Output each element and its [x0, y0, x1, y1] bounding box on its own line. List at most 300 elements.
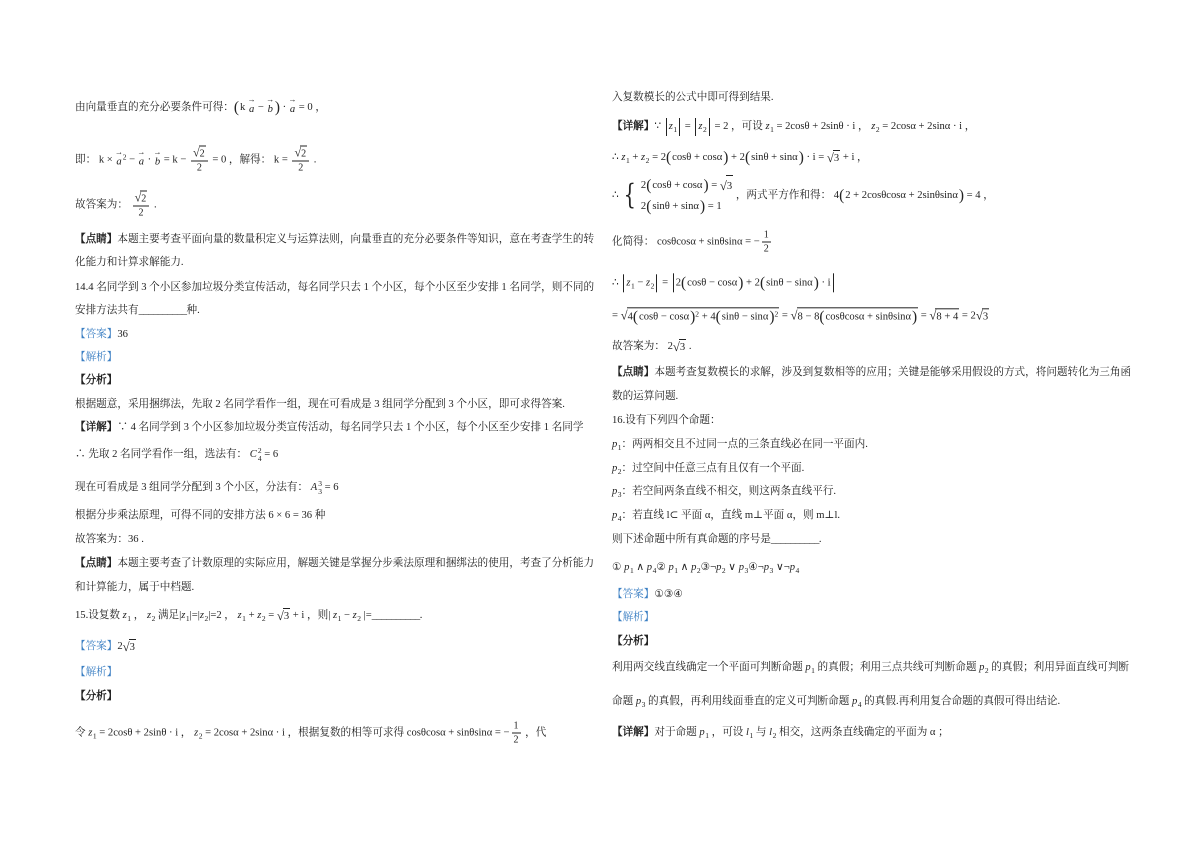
- subscript: 1: [673, 125, 678, 134]
- text-run: .: [686, 341, 692, 352]
- variable-letter: p: [805, 662, 811, 673]
- text-run: 本题考查复数模长的求解，涉及到复数相等的应用；关键是能够采用假设的方式，将问题转化为三角函: [654, 367, 1132, 378]
- subscripted-variable: [88, 726, 96, 740]
- text-run: ∧: [678, 562, 692, 573]
- answer-blank: __________: [770, 534, 819, 545]
- text-run: ∴: [612, 152, 622, 163]
- text-run: 相交，这两条直线确定的平面为 α ；: [776, 727, 949, 738]
- subscript: 1: [674, 566, 679, 575]
- text-run: 安排方法共有: [75, 305, 139, 316]
- text-line: [75, 421, 584, 435]
- text-line: [612, 273, 836, 292]
- variable-letter: p: [612, 510, 618, 521]
- text-run: 对于命题: [654, 727, 700, 738]
- text-run: ：过空间中任意三点有且仅有一个平面.: [621, 463, 805, 474]
- text-run: 36: [117, 329, 128, 340]
- parenthesized-group: [681, 275, 743, 290]
- left-column: [75, 0, 597, 848]
- text-run: 的真假；利用三点共线可判断命题: [814, 662, 980, 673]
- text-run: 则下述命题中所有真命题的序号是: [612, 534, 771, 545]
- text-run: ·: [279, 102, 289, 113]
- text-run: 故答案为： 2: [612, 341, 673, 352]
- text-run: =: [779, 310, 791, 321]
- vector-symbol: [267, 99, 274, 117]
- section-label: 【解析】: [75, 667, 118, 678]
- subscript: 2: [617, 467, 622, 476]
- text-run: + i ，: [840, 152, 868, 163]
- variable-letter: p: [716, 562, 722, 573]
- radicand: [300, 146, 307, 161]
- subscripted-variable: [716, 561, 726, 575]
- subscripted-variable: [612, 485, 622, 499]
- subscript: 3: [617, 490, 622, 499]
- text-line: [612, 366, 1131, 380]
- text-run: 由向量垂直的充分必要条件可得：: [75, 102, 234, 113]
- parenthesized-group: [646, 176, 708, 196]
- radical: [621, 307, 780, 324]
- text-line: [612, 561, 799, 575]
- text-run: 2: [138, 207, 144, 219]
- subscript: 1: [617, 443, 622, 452]
- subscript: 1: [629, 566, 634, 575]
- text-run: 化能力和计算求解能力.: [75, 257, 184, 268]
- text-run: + 2: [743, 277, 760, 288]
- variable-letter: p: [789, 562, 795, 573]
- text-run: 现在可看成是 3 组同学分配到 3 个小区，分法有：: [75, 482, 311, 493]
- vector-letter: → a: [289, 103, 296, 117]
- text-run: 种.: [186, 305, 200, 316]
- text-run: ∴: [612, 277, 622, 288]
- text-run: + 2: [728, 152, 745, 163]
- parenthesized-group: [716, 309, 775, 324]
- text-run: |=: [361, 610, 372, 621]
- subscripted-variable: [257, 609, 265, 623]
- parenthesized-group: [819, 309, 917, 324]
- vector-symbol: [115, 151, 126, 169]
- subscript: 1: [626, 156, 630, 165]
- text-run: ①③④: [654, 589, 683, 600]
- absolute-value: [623, 274, 657, 292]
- text-run: √ 3: [726, 181, 733, 192]
- absolute-value: [666, 118, 680, 136]
- parenthesized-group: [646, 197, 705, 217]
- text-run: ( cosθcosα + sinθsinα: [825, 311, 912, 322]
- variable-letter: p: [691, 562, 697, 573]
- radical: [135, 191, 148, 206]
- text-run: 满足|: [155, 610, 182, 621]
- subscripted-variable: [626, 276, 634, 290]
- radicand: [797, 307, 919, 324]
- subscripted-variable: [668, 561, 678, 575]
- subscripted-variable: [612, 438, 622, 452]
- text-run: ∵: [654, 121, 664, 132]
- text-run: 故答案为：: [75, 199, 131, 210]
- text-run: ∧: [633, 562, 647, 573]
- text-line: [612, 339, 692, 355]
- variable-letter: p: [763, 562, 770, 573]
- subscript: 2: [204, 614, 209, 623]
- text-run: =: [708, 180, 720, 191]
- variable-letter: z: [646, 277, 651, 288]
- text-run: ∵ 4 名同学到 3 个小区参加垃圾分类宣传活动，每名同学只去 1 个小区，每个小区至少安排 1 名同学: [117, 422, 584, 433]
- subscripted-variable: [353, 609, 361, 623]
- vector-letter: → b: [267, 103, 274, 117]
- text-run: 根据分步乘法原理，可得不同的安排方法 6 × 6 = 36 种: [75, 510, 326, 521]
- text-line: [75, 233, 594, 247]
- section-label: 【详解】: [75, 422, 118, 433]
- text-run: √ 3: [982, 311, 989, 322]
- text-line: [612, 118, 975, 136]
- parenthesized-group: [745, 150, 804, 165]
- text-line: [75, 608, 422, 624]
- absolute-value: [673, 273, 834, 292]
- vector-symbol: [138, 151, 145, 169]
- subscript: 4: [257, 454, 262, 463]
- subscript: 1: [631, 281, 635, 290]
- radical: [277, 608, 290, 624]
- text-line: [75, 304, 200, 318]
- subscripted-variable: [765, 120, 773, 134]
- text-run: · i =: [803, 152, 827, 163]
- text-line: [612, 726, 949, 740]
- variable-letter: p: [851, 696, 858, 707]
- text-run: √ 3: [283, 611, 290, 622]
- text-run: ∨¬: [773, 562, 790, 573]
- text-run: √ 3: [679, 342, 686, 353]
- superscript: 2: [257, 446, 262, 455]
- variable-letter: z: [88, 727, 93, 738]
- subscript: 2: [198, 731, 203, 740]
- section-label: 【解析】: [75, 352, 118, 363]
- vector-letter: → a: [115, 155, 122, 169]
- text-run: −: [341, 610, 353, 621]
- text-run: 数的运算问题.: [612, 391, 679, 402]
- subscripted-variable: [612, 509, 622, 523]
- subscript: 2: [721, 566, 726, 575]
- text-run: ，可设: [708, 727, 747, 738]
- text-run: ( cosθ + cosα: [652, 180, 703, 191]
- variable-letter: p: [612, 463, 618, 474]
- equation-row: [641, 197, 733, 217]
- text-run: +: [245, 610, 258, 621]
- text-line: [75, 351, 117, 365]
- text-run: +: [629, 152, 642, 163]
- equation-row: [641, 175, 733, 197]
- superscript: 2: [774, 309, 779, 319]
- equation-system: [621, 175, 733, 217]
- text-line: [75, 720, 546, 747]
- text-run: = k −: [161, 154, 189, 165]
- text-run: √ 2: [199, 148, 205, 160]
- radical: [929, 308, 959, 324]
- text-line: [612, 635, 654, 649]
- text-run: .: [311, 154, 317, 165]
- text-run: =: [659, 277, 671, 288]
- text-line: [612, 695, 1060, 709]
- fraction-numerator: [762, 229, 771, 243]
- text-run: = 2cosα + 2sinα · i ，根据复数的相等可求得 cosθcosα + sinθsinα = −: [202, 727, 510, 738]
- text-run: 利用两交线直线确定一个平面可判断命题: [612, 662, 806, 673]
- subscript: 2: [650, 281, 655, 290]
- variable-letter: p: [699, 727, 705, 738]
- variable-letter: A: [310, 482, 318, 493]
- radicand: [627, 307, 780, 324]
- variable-letter: p: [635, 696, 642, 707]
- text-run: ( k: [240, 102, 248, 113]
- text-line: [612, 462, 804, 476]
- radical: [976, 308, 989, 324]
- text-line: [75, 533, 144, 547]
- text-run: ：两两相交且不过同一点的三条直线必在同一平面内.: [621, 439, 868, 450]
- section-label: 【答案】: [75, 641, 118, 652]
- text-run: √ 8 + 4: [936, 311, 959, 322]
- subscript: 2: [984, 666, 989, 675]
- radicand: [129, 639, 136, 655]
- text-run: ( cosθ − cosα: [639, 311, 690, 322]
- subscripted-variable: [790, 561, 800, 575]
- subscripted-variable: [805, 661, 815, 675]
- section-label: 【分析】: [75, 691, 118, 702]
- text-run: 本题主要考查平面向量的数量积定义与运算法则，向量垂直的充分必要条件等知识，意在考查学生的转: [117, 234, 595, 245]
- text-run: ( 2 + 2cosθcosα + 2sinθsinα: [845, 190, 958, 201]
- fraction: [191, 146, 208, 175]
- text-run: = 2 ，可设: [711, 121, 766, 132]
- text-run: = 2: [649, 152, 666, 163]
- text-run: 即： k ×: [75, 154, 116, 165]
- subscript: 4: [795, 566, 800, 575]
- radical: [673, 339, 686, 355]
- fraction-denominator: [762, 243, 771, 256]
- text-run: 2: [675, 277, 681, 288]
- radicand: [726, 175, 733, 197]
- text-run: ④¬: [748, 562, 764, 573]
- text-run: ③¬: [700, 562, 717, 573]
- radical: [294, 146, 307, 161]
- text-line: [612, 588, 683, 602]
- subscripted-variable: [669, 120, 677, 134]
- text-run: .: [818, 534, 822, 545]
- section-label: 【分析】: [612, 636, 655, 647]
- subscripted-variable: [612, 462, 622, 476]
- answer-blank: __________: [138, 305, 187, 316]
- variable-letter: z: [352, 610, 357, 621]
- text-run: = 2cosα + 2sinα · i ，: [879, 121, 976, 132]
- radical: [791, 307, 919, 324]
- text-line: [75, 398, 565, 412]
- text-run: = 6: [261, 449, 279, 460]
- section-label: 【分析】: [75, 375, 118, 386]
- text-run: 15.设复数: [75, 610, 123, 621]
- subscripted-variable: [621, 151, 629, 165]
- subscript: 4: [617, 514, 622, 523]
- text-line: [75, 191, 157, 220]
- text-run: ①: [612, 562, 625, 573]
- subscripted-variable: [646, 276, 654, 290]
- subscript: 1: [337, 614, 342, 623]
- subscript: 2: [645, 156, 650, 165]
- fraction: [133, 191, 150, 220]
- section-label: 【详解】: [612, 727, 655, 738]
- variable-letter: p: [646, 562, 653, 573]
- text-line: [612, 307, 989, 324]
- variable-letter: z: [194, 727, 199, 738]
- variable-letter: z: [871, 121, 876, 132]
- variable-letter: z: [626, 277, 631, 288]
- variable-letter: z: [332, 610, 338, 621]
- text-line: [75, 447, 278, 463]
- subscripted-variable: [123, 609, 131, 623]
- subscript: 2: [261, 614, 266, 623]
- radicand: [833, 150, 840, 166]
- subscripted-variable: [147, 609, 155, 623]
- text-run: ( cosθ − cosα: [687, 277, 738, 288]
- vector-letter: → a: [138, 155, 145, 169]
- section-label: 【点睛】: [75, 558, 118, 569]
- subscripted-variable: [764, 561, 774, 575]
- text-run: = 2cosθ + 2sinθ · i ，: [773, 121, 872, 132]
- fraction: [292, 146, 309, 175]
- subscripted-variable: [769, 726, 776, 740]
- subscript: 4: [857, 700, 862, 709]
- text-line: [612, 438, 868, 452]
- variable-letter: z: [765, 121, 770, 132]
- subscript: 1: [127, 614, 132, 623]
- subscript: 2: [357, 614, 361, 623]
- subscript: 2: [875, 125, 880, 134]
- variable-letter: z: [181, 610, 186, 621]
- variable-letter: p: [979, 662, 985, 673]
- text-run: =: [682, 121, 694, 132]
- text-line: [75, 557, 594, 571]
- text-run: { 2: [640, 180, 647, 191]
- text-run: = 1: [705, 201, 722, 212]
- text-run: + 4: [699, 311, 716, 322]
- subscripted-variable: [181, 609, 189, 623]
- vector-letter: → a: [248, 103, 255, 117]
- fraction-numerator: [292, 146, 309, 162]
- text-run: ：若直线 l⊂ 平面 α，直线 m⊥平面 α，则 m⊥l.: [621, 510, 841, 521]
- subscript: 1: [242, 614, 246, 623]
- variable-letter: z: [146, 610, 152, 621]
- text-run: √ 4: [627, 311, 633, 322]
- subscripted-variable: [624, 561, 634, 575]
- text-run: √ 2: [141, 193, 147, 205]
- radicand: [199, 146, 206, 161]
- subscripted-variable: [746, 726, 753, 740]
- text-run: ∴ 先取 2 名同学看作一组，选法有：: [75, 449, 250, 460]
- text-run: 2: [763, 243, 769, 255]
- variable-letter: l: [746, 727, 749, 738]
- variable-letter: p: [668, 562, 674, 573]
- vector-symbol: [289, 99, 296, 117]
- parenthesized-group: [760, 275, 819, 290]
- variable-letter: z: [668, 121, 673, 132]
- section-label: 【详解】: [612, 121, 655, 132]
- fraction-denominator: [296, 162, 305, 175]
- radical: [827, 150, 840, 166]
- fraction: [512, 720, 521, 747]
- parenthesized-group: [839, 188, 964, 203]
- text-run: ，: [131, 610, 147, 621]
- text-run: ( sinθ − sinα: [721, 311, 769, 322]
- subscripted-variable: [238, 609, 246, 623]
- text-line: [75, 480, 339, 496]
- radicand: [935, 308, 959, 324]
- subscript: 1: [811, 666, 815, 675]
- superscript: 2: [122, 152, 127, 161]
- text-run: 2: [298, 162, 304, 174]
- text-line: [612, 509, 840, 523]
- subscripted-variable: [691, 561, 701, 575]
- text-run: ·: [145, 154, 154, 165]
- section-label: 【答案】: [75, 329, 118, 340]
- text-run: ，两式平方作和得： 4: [733, 190, 840, 201]
- text-run: √ 3: [833, 153, 840, 164]
- absolute-value: [695, 118, 709, 136]
- text-line: [612, 91, 774, 105]
- variable-letter: z: [122, 610, 127, 621]
- text-run: 和计算能力，属于中档题.: [75, 582, 195, 593]
- text-line: [612, 485, 836, 499]
- text-run: + i ，则|: [290, 610, 333, 621]
- radicand: [283, 608, 290, 624]
- section-label: 【点睛】: [75, 234, 118, 245]
- text-line: [612, 414, 721, 428]
- subscripted-variable: [647, 561, 657, 575]
- subscripted-variable: [641, 151, 649, 165]
- variable-letter: z: [237, 610, 242, 621]
- text-run: 入复数模长的公式中即可得到结果.: [612, 92, 774, 103]
- text-run: 的真假；利用异面直线可判断: [988, 662, 1130, 673]
- text-run: ：若空间两条直线不相交，则这两条直线平行.: [621, 486, 837, 497]
- variable-letter: z: [641, 152, 646, 163]
- subscript: 3: [744, 566, 749, 575]
- fraction-denominator: [195, 162, 204, 175]
- variable-letter: p: [738, 562, 745, 573]
- fraction-numerator: [512, 720, 521, 734]
- text-run: √ 3: [129, 642, 135, 653]
- text-run: 令: [75, 727, 89, 738]
- text-run: ( sinθ + sinα: [652, 201, 699, 212]
- superscript: 2: [695, 309, 700, 319]
- text-run: 2: [640, 201, 647, 212]
- subscript: 4: [652, 566, 657, 575]
- subscripted-variable: [739, 561, 749, 575]
- fraction: [762, 229, 771, 256]
- section-label: 【解析】: [612, 612, 655, 623]
- text-line: [75, 690, 117, 704]
- text-run: −: [255, 102, 267, 113]
- text-run: ∨: [725, 562, 739, 573]
- equation-rows: [641, 175, 733, 217]
- radical: [720, 175, 733, 197]
- text-run: 2: [513, 734, 519, 746]
- fraction-numerator: [133, 191, 150, 207]
- subscripted-variable: [200, 609, 208, 623]
- variable-letter: C: [249, 449, 257, 460]
- subscript: 1: [92, 731, 97, 740]
- text-run: =: [918, 310, 930, 321]
- text-line: [75, 146, 316, 175]
- section-label: 【点睛】: [612, 367, 655, 378]
- text-line: [612, 533, 822, 547]
- text-run: −: [634, 277, 647, 288]
- text-run: =: [265, 610, 277, 621]
- radical: [193, 146, 206, 161]
- vector-symbol: [154, 151, 161, 169]
- subscripted-variable: [979, 661, 989, 675]
- text-run: = 2cosθ + 2sinθ · i ，: [96, 727, 195, 738]
